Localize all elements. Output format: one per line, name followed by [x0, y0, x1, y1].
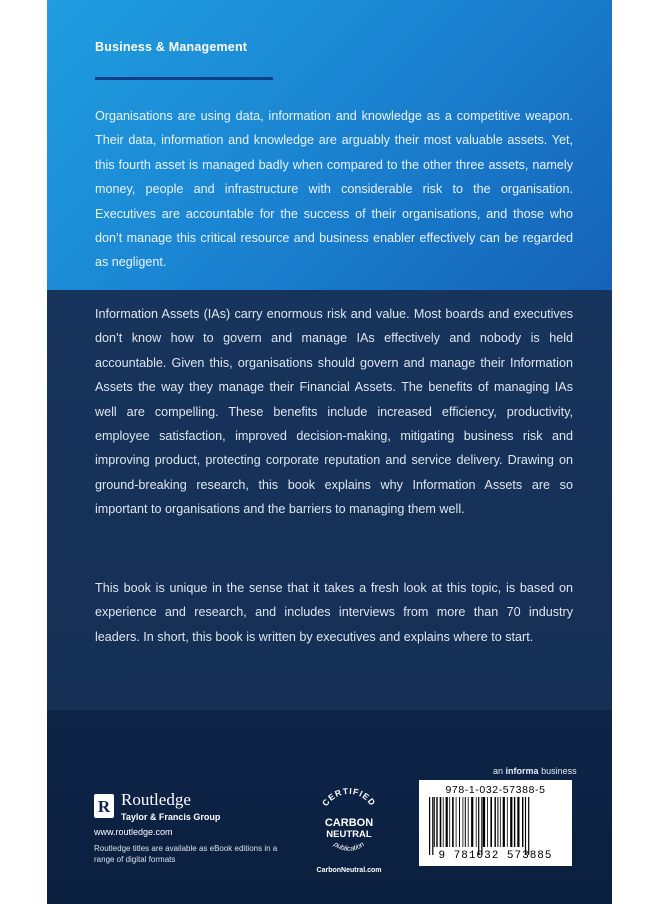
top-blue-panel	[47, 0, 612, 290]
blurb-paragraph-2: Information Assets (IAs) carry enormous risk and value. Most boards and executives don’t know how to govern and manage IAs effectively and nobody is held accountable. Given this, organisations should govern and manage their Information Assets the way they manage their Financial Assets. The benefits of managing IAs well are compelling. These benefits include increased efficiency, productivity, employee satisfaction, improved decision-making, mitigating business risk and improving product, protecting corporate reputation and service delivery. Drawing on ground-breaking research, this book explains why Information Assets are so important to organisations and the barriers to managing them well.	[95, 307, 573, 517]
barcode-digits: 9 781032 573885	[438, 850, 553, 862]
informa-suffix: business	[541, 766, 577, 776]
informa-brand: informa	[505, 766, 539, 776]
carbon-line-2: NEUTRAL	[326, 829, 372, 840]
isbn-number: 978-1-032-57388-5	[445, 784, 546, 796]
carbon-line-1: CARBON	[324, 817, 374, 829]
book-back-cover	[47, 0, 612, 904]
blurb-paragraph-1: Organisations are using data, information and knowledge as a competitive weapon. Their data, information and knowledge are arguably their most valuable assets. Yet, this fourth asset is managed badly when compared to the other three assets, namely money, people and infrastructure with considerable risk to the organisation. Executives are accountable for the success of their organisations, and those who don’t manage this critical resource and business enabler effectively can be regarded as negligent.	[95, 109, 573, 270]
blurb-paragraph-3: This book is unique in the sense that it takes a fresh look at this topic, is based on experience and research, and includes interviews from more than 70 industry leaders. In short, this book is written by executives and explains where to start.	[95, 581, 573, 644]
informa-prefix: an	[493, 766, 504, 776]
routledge-logo-icon	[94, 794, 114, 818]
informa-business-tagline	[493, 766, 577, 776]
logo-letter: R	[97, 797, 111, 816]
carbon-certified-text: CERTIFIED	[320, 785, 378, 809]
svg-text:publication	[331, 840, 365, 852]
barcode-bars	[427, 797, 567, 855]
publisher-group: Taylor & Francis Group	[121, 812, 221, 822]
category-underline	[95, 77, 273, 80]
carbon-neutral-website: CarbonNeutral.com	[316, 867, 382, 874]
svg-text:CERTIFIED	[320, 786, 378, 808]
carbon-neutral-badge-icon	[309, 780, 389, 870]
carbon-publication-text: publication	[332, 841, 366, 853]
publisher-name: Routledge	[121, 790, 191, 809]
category-label: Business & Management	[95, 40, 248, 54]
isbn-barcode	[419, 780, 572, 866]
publisher-website: www.routledge.com	[94, 827, 173, 837]
ebook-availability-note: Routledge titles are available as eBook editions in a range of digital formats	[94, 844, 278, 864]
